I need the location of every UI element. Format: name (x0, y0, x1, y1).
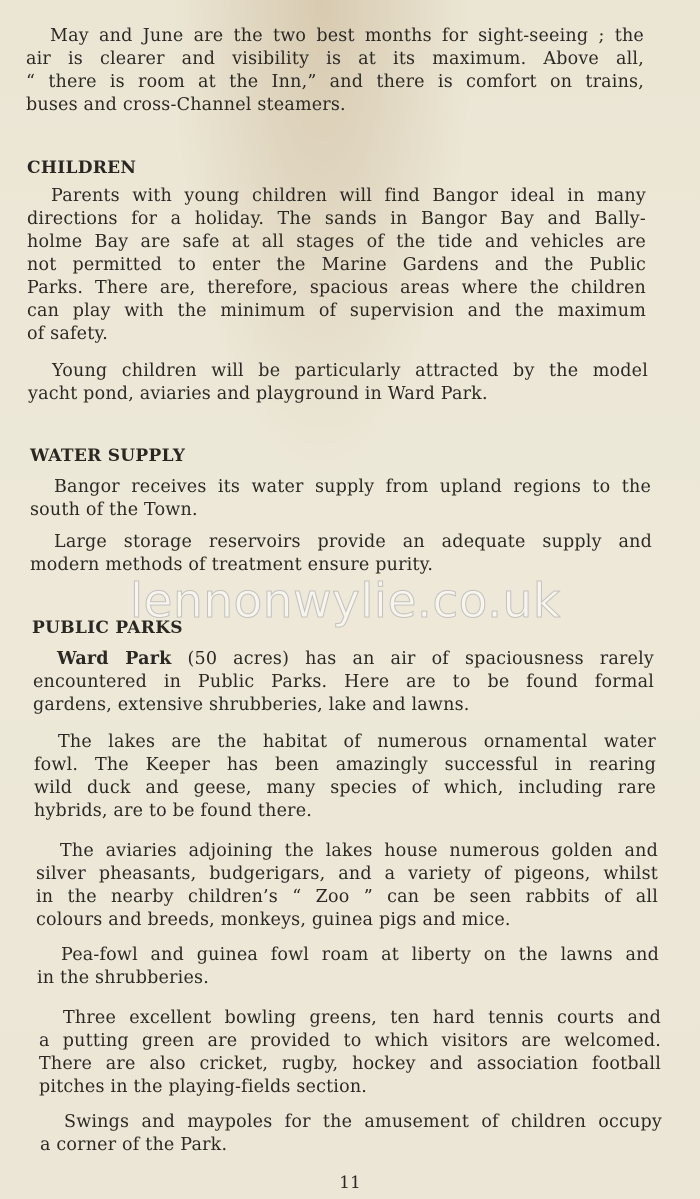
public-parks-heading: PUBLIC PARKS (32, 618, 183, 638)
text-line: Bangor receives its water supply from upland regions to the (54, 477, 651, 497)
intro-paragraph (26, 25, 644, 117)
page-number: 11 (339, 1173, 361, 1193)
text-line: of safety. (27, 324, 108, 344)
text-line: in the nearby children’s “ Zoo ” can be seen rabbits of all (36, 887, 658, 907)
text-line: fowl. The Keeper has been amazingly successful in rearing (34, 755, 656, 775)
public-parks-paragraph-4 (37, 944, 659, 990)
text-line (33, 648, 654, 671)
text-line: Large storage reservoirs provide an adequate supply and (54, 532, 652, 552)
water-supply-heading: WATER SUPPLY (30, 446, 186, 466)
intro-line: “ there is room at the Inn,” and there is comfort on trains, (26, 72, 644, 92)
text-line: Parks. There are, therefore, spacious areas where the children (27, 278, 646, 298)
text-line: can play with the minimum of supervision and the maximum (27, 301, 646, 321)
text-line: silver pheasants, budgerigars, and a variety of pigeons, whilst (36, 864, 658, 884)
text-line: There are also cricket, rugby, hockey and association football (39, 1054, 661, 1074)
text-line: Swings and maypoles for the amusement of children occupy (64, 1112, 662, 1132)
text-line: yacht pond, aviaries and playground in Ward Park. (28, 384, 488, 404)
watermark-text: lennonwylie.co.uk (130, 574, 561, 629)
text-line: Young children will be particularly attracted by the model (52, 361, 648, 381)
public-parks-paragraph-6 (40, 1111, 662, 1157)
public-parks-paragraph-1 (33, 648, 654, 717)
children-heading: CHILDREN (27, 158, 137, 178)
water-supply-paragraph-1 (30, 476, 651, 522)
text-line: a corner of the Park. (40, 1135, 228, 1155)
text-line: The aviaries adjoining the lakes house numerous golden and (60, 841, 658, 861)
text-line: hybrids, are to be found there. (34, 801, 313, 821)
text-run: (50 acres) has an air of spaciousness rarely (171, 649, 654, 669)
text-line: wild duck and geese, many species of which, including rare (34, 778, 656, 798)
text-line: Three excellent bowling greens, ten hard tennis courts and (63, 1008, 661, 1028)
text-line: The lakes are the habitat of numerous ornamental water (58, 732, 656, 752)
text-line: directions for a holiday. The sands in Bangor Bay and Bally- (27, 209, 646, 229)
text-line: encountered in Public Parks. Here are to be found formal (33, 672, 654, 692)
text-line: Parents with young children will find Bangor ideal in many (51, 186, 646, 206)
intro-line: air is clearer and visibility is at its maximum. Above all, (26, 49, 644, 69)
text-line: gardens, extensive shrubberies, lake and lawns. (33, 695, 470, 715)
text-line: in the shrubberies. (37, 968, 209, 988)
text-line: south of the Town. (30, 500, 198, 520)
public-parks-paragraph-5 (39, 1007, 661, 1099)
intro-line: May and June are the two best months for sight-seeing ; the (50, 26, 644, 46)
text-line: modern methods of treatment ensure purity. (30, 555, 434, 575)
intro-line: buses and cross-Channel steamers. (26, 95, 346, 115)
text-line: Pea-fowl and guinea fowl roam at liberty on the lawns and (61, 945, 659, 965)
water-supply-paragraph-2 (30, 531, 652, 577)
public-parks-paragraph-2 (34, 731, 656, 823)
ward-park-bold: Ward Park (57, 649, 172, 669)
children-paragraph-2 (28, 360, 648, 406)
public-parks-paragraph-3 (36, 840, 658, 932)
text-line: not permitted to enter the Marine Gardens and the Public (27, 255, 646, 275)
text-line: colours and breeds, monkeys, guinea pigs and mice. (36, 910, 511, 930)
text-line: holme Bay are safe at all stages of the tide and vehicles are (27, 232, 646, 252)
text-line: pitches in the playing-fields section. (39, 1077, 368, 1097)
children-paragraph-1 (27, 185, 646, 346)
text-line: a putting green are provided to which visitors are welcomed. (39, 1031, 661, 1051)
